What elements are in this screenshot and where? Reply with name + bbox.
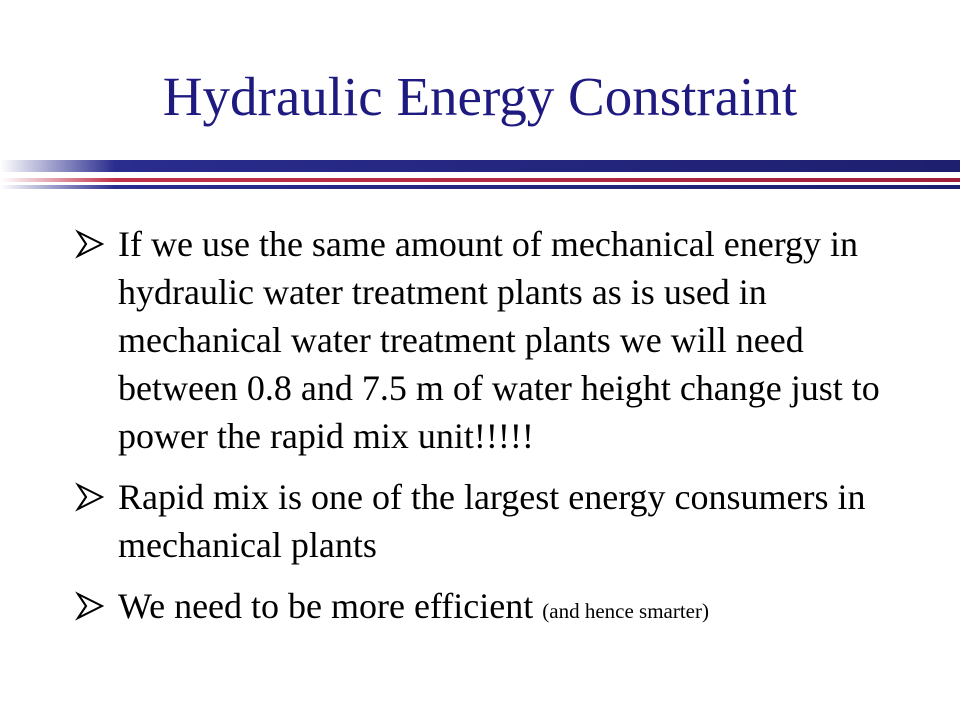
title-divider-top: [0, 160, 960, 172]
bullet-item: [74, 582, 914, 635]
bullet-text: If we use the same amount of mechanical energy in hydraulic water treatment plants as is used in mechanical water treatment plants we will need between 0.8 and 7.5 m of water height change just to power the rapid mix unit!!!!!: [118, 224, 880, 456]
bullet-list: [74, 220, 914, 648]
arrowhead-bullet-icon: [74, 229, 106, 259]
bullet-text: Rapid mix is one of the largest energy consumers in mechanical plants: [118, 477, 866, 565]
slide-title: Hydraulic Energy Constraint: [162, 66, 798, 127]
bullet-item: [74, 473, 914, 569]
title-divider-middle: [0, 178, 960, 182]
arrowhead-bullet-icon: [74, 591, 106, 621]
bullet-aside-note: (and hence smarter): [542, 599, 709, 623]
title-divider-bottom: [0, 185, 960, 189]
bullet-text: We need to be more efficient: [118, 586, 534, 626]
arrowhead-bullet-icon: [74, 482, 106, 512]
bullet-item: [74, 220, 914, 460]
